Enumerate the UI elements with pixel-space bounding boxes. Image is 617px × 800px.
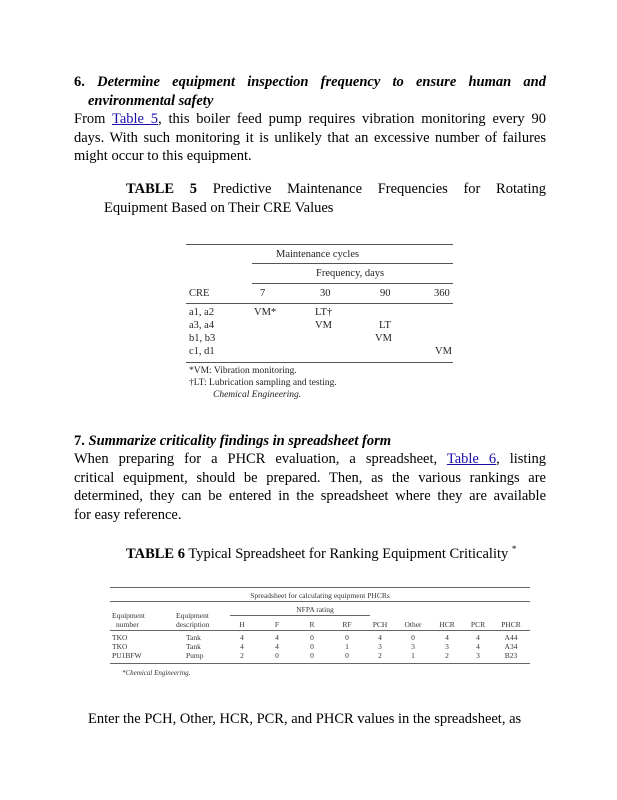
table-6-cell: 4 (445, 633, 449, 642)
section-6-text: From (74, 111, 112, 127)
table-6-link[interactable]: Table 6 (446, 451, 497, 467)
table-5-col-30: 30 (320, 288, 331, 299)
table-6 (110, 585, 530, 685)
table-6-cell: 4 (476, 633, 480, 642)
section-7-text: determined, they can be entered in the spreadsheet where they are available (74, 488, 546, 504)
section-6-title-line2: environmental safety (88, 92, 214, 109)
table-6-cell: 4 (240, 642, 244, 651)
table-5-cell: LT† (315, 307, 333, 318)
table-5-note: †LT: Lubrication sampling and testing. (189, 378, 337, 388)
table-5-cell: b1, b3 (189, 333, 216, 344)
table-6-cell: Tank (186, 642, 201, 651)
section-6-text: days. With such monitoring it is unlikely that an excessive number of failures (74, 129, 546, 146)
table-6-cell: 1 (411, 651, 415, 660)
table-rule (186, 303, 453, 304)
table-5-cell: LT (379, 320, 391, 331)
section-7-text: , listing (496, 451, 546, 467)
table-6-col: HCR (439, 620, 455, 629)
table-6-cell: 1 (345, 642, 349, 651)
table-6-cell: 3 (378, 642, 382, 651)
table-6-col: F (274, 620, 280, 629)
table-5-cell: VM (375, 333, 392, 344)
table-rule (110, 663, 530, 664)
table-6-cell: 0 (345, 651, 349, 660)
table-5-note: *VM: Vibration monitoring. (189, 366, 297, 376)
table-6-cell: 4 (476, 642, 480, 651)
section-6-paragraph (74, 110, 546, 166)
table-6-cell: Tank (186, 633, 201, 642)
table-5-cell: c1, d1 (189, 346, 215, 357)
table-6-cell: TKO (112, 642, 128, 651)
table-6-cell: 4 (378, 633, 382, 642)
table-6-col-desc: description (176, 620, 210, 629)
table-5-col-cre: CRE (189, 288, 210, 299)
table-6-col: PHCR (501, 620, 521, 629)
section-6-title-line1: Determine equipment inspection frequency to ensure human and (97, 74, 546, 90)
table-6-caption (126, 540, 546, 563)
table-6-cell: A34 (504, 642, 518, 651)
table-6-col: R (309, 620, 315, 629)
table-6-cell: Pump (186, 651, 204, 660)
table-rule (110, 601, 530, 602)
table-6-cell: 4 (240, 633, 244, 642)
table-5-header-group: Maintenance cycles (276, 249, 360, 260)
table-6-cell: 0 (345, 633, 349, 642)
table-6-cell: 3 (445, 642, 449, 651)
section-7-number: 7. (74, 433, 85, 449)
table-rule (186, 362, 453, 363)
table-5-caption (104, 180, 546, 217)
section-7-text: critical equipment, should be prepared. Then, as the various rankings are (74, 469, 546, 486)
table-6-col: H (239, 620, 245, 629)
table-6-cell: 0 (310, 651, 314, 660)
table-5-col-360: 360 (434, 288, 450, 299)
closing-paragraph: Enter the PCH, Other, HCR, PCR, and PHCR values in the spreadsheet, as (88, 711, 522, 727)
table-6-col-desc: Equipment (176, 611, 209, 620)
section-6-number: 6. (74, 74, 85, 90)
table-rule (110, 630, 530, 631)
table-rule (252, 283, 453, 284)
table-rule (230, 615, 370, 616)
table-6-cell: 0 (310, 642, 314, 651)
table-5-col-7: 7 (260, 288, 266, 299)
table-6-cell: 2 (240, 651, 244, 660)
table-6-title: Spreadsheet for calculating equipment PHCRs (250, 591, 390, 600)
table-6-nfpa: NFPA rating (296, 605, 334, 614)
table-5-source: Chemical Engineering. (213, 390, 302, 400)
table-6-cell: 0 (310, 633, 314, 642)
section-7-heading (74, 432, 546, 451)
table-6-col: PCH (372, 620, 388, 629)
section-7-text: When preparing for a PHCR evaluation, a spreadsheet, (74, 451, 447, 467)
table-5-caption-label: TABLE 5 (126, 181, 198, 197)
table-6-cell: 2 (378, 651, 382, 660)
section-7-paragraph (74, 450, 546, 524)
table-6-source: *Chemical Engineering. (122, 669, 191, 677)
section-7-title: Summarize criticality findings in spreadsheet form (88, 433, 392, 449)
table-6-cell: 0 (411, 633, 415, 642)
table-5-col-90: 90 (380, 288, 391, 299)
table-6-cell: PU1BFW (112, 651, 142, 660)
table-6-cell: TKO (112, 633, 128, 642)
section-6-heading (74, 73, 546, 110)
table-6-cell: 3 (411, 642, 415, 651)
table-6-cell: 2 (445, 651, 449, 660)
table-5-cell: a3, a4 (189, 320, 215, 331)
table-6-cell: A44 (504, 633, 518, 642)
section-6-text: might occur to this equipment. (74, 148, 252, 164)
table-5-caption-text: Predictive Maintenance Frequencies for Rotating (212, 181, 546, 197)
table-6-col: Other (404, 620, 422, 629)
table-5-caption-text: Equipment Based on Their CRE Values (104, 199, 334, 216)
table-6-caption-text: Typical Spreadsheet for Ranking Equipment Criticality (188, 545, 509, 562)
table-6-caption-mark: * (511, 544, 517, 554)
table-rule (186, 244, 453, 245)
table-5-link[interactable]: Table 5 (111, 111, 159, 127)
table-6-col-equip: Equipment (112, 611, 145, 620)
table-rule (252, 263, 453, 264)
table-5-cell: VM (315, 320, 332, 331)
table-rule (110, 587, 530, 588)
table-6-cell: 4 (275, 633, 279, 642)
table-6-col-equip: number (116, 620, 139, 629)
table-6-cell: B23 (504, 651, 518, 660)
table-5-cell: VM (435, 346, 452, 357)
table-6-cell: 0 (275, 651, 279, 660)
table-5-header-sub: Frequency, days (316, 268, 385, 279)
table-6-col: PCR (470, 620, 486, 629)
table-5-cell: a1, a2 (189, 307, 215, 318)
table-6-cell: 3 (476, 651, 480, 660)
section-7-text: for easy reference. (74, 506, 182, 523)
table-6-col: RF (342, 620, 352, 629)
table-5 (186, 242, 453, 404)
section-6-text: , this boiler feed pump requires vibration monitoring every 90 (158, 111, 546, 127)
table-6-cell: 4 (275, 642, 279, 651)
table-5-cell: VM* (254, 307, 277, 318)
table-6-caption-label: TABLE 6 (126, 545, 185, 562)
